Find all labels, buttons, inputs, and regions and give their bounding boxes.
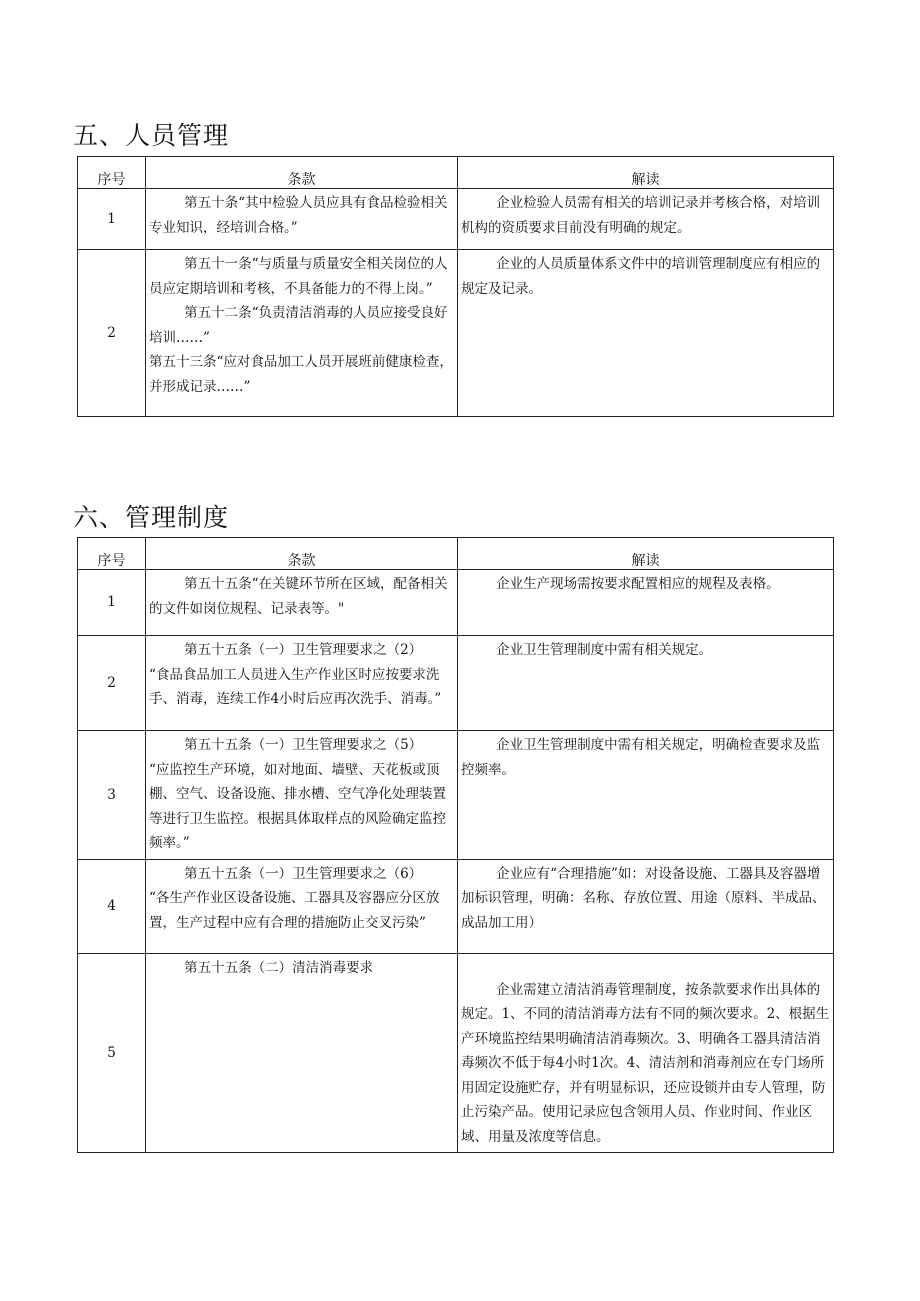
clause-cell	[146, 189, 458, 250]
interpretation-text: 企业卫生管理制度中需有相关规定。	[496, 642, 713, 658]
clause-cell	[146, 859, 458, 953]
header-interpretation: 解读	[458, 538, 834, 570]
table-header-row	[78, 538, 834, 570]
interpretation-cell	[458, 731, 834, 860]
clause-cell	[146, 636, 458, 731]
table-row	[78, 636, 834, 731]
row-number: 2	[78, 250, 146, 417]
clause-text: 第五十五条（一）卫生管理要求之（6）	[184, 865, 423, 882]
interpretation-text: 企业卫生管理制度中需有相关规定，明确检查要求及监控频率。	[461, 737, 821, 778]
interpretation-cell	[458, 250, 834, 417]
header-interpretation: 解读	[458, 157, 834, 189]
section-title-management-system: 六、管理制度	[73, 503, 230, 532]
clause-cell	[146, 731, 458, 860]
clause-cell	[146, 250, 458, 417]
clause-text: 第五十二条“负责清洁消毒的人员应接受良好培训……”	[149, 305, 448, 346]
clause-text: 第五十条“其中检验人员应具有食品检验相关专业知识，经培训合格。”	[149, 195, 448, 236]
clause-text: 第五十五条（一）卫生管理要求之（2）	[184, 642, 423, 658]
interpretation-cell	[458, 189, 834, 250]
clause-text: 第五十五条“在关键环节所在区域，配备相关的文件如岗位规程、记录表等。"	[149, 576, 448, 617]
row-number: 2	[78, 636, 146, 731]
interpretation-text: 企业生产现场需按要求配置相应的规程及表格。	[496, 576, 780, 592]
management-system-table	[77, 537, 834, 1153]
interpretation-text: 企业应有“合理措施”如：对设备设施、工器具及容器增加标识管理，明确：名称、存放位置、用途（原料、半成品、成品加工用）	[461, 865, 826, 931]
row-number: 1	[78, 189, 146, 250]
header-no: 序号	[78, 538, 146, 570]
clause-text: 第五十三条“应对食品加工人员开展班前健康检查，并形成记录……”	[149, 354, 453, 395]
personnel-table	[77, 156, 834, 417]
table-header-row	[78, 157, 834, 189]
clause-text: “食品食品加工人员进入生产作业区时应按要求洗手、消毒，连续工作4小时后应再次洗手、消毒。”	[149, 666, 442, 707]
table-row	[78, 250, 834, 417]
table-row	[78, 859, 834, 953]
clause-cell	[146, 570, 458, 636]
row-number: 5	[78, 953, 146, 1153]
table-row	[78, 189, 834, 250]
interpretation-text: 企业的人员质量体系文件中的培训管理制度应有相应的规定及记录。	[461, 256, 821, 297]
interpretation-cell	[458, 570, 834, 636]
clause-text: 第五十一条“与质量与质量安全相关岗位的人员应定期培训和考核，不具备能力的不得上岗。”	[149, 256, 448, 297]
interpretation-text: 企业需建立清洁消毒管理制度，按条款要求作出具体的规定。1、不同的清洁消毒方法有不同的频次要求。2、根据生产环境监控结果明确清洁消毒频次。3、明确各工器具清洁消毒频次不低于每4小时1次。4、清洁剂和消毒剂应在专门场所用固定设施贮存，并有明显标识，还应设锁并由专人管理，防止污染产品。使用记录应包含领用人员、作业时间、作业区域、用量及浓度等信息。	[461, 981, 830, 1145]
table-row	[78, 570, 834, 636]
header-clause: 条款	[146, 538, 458, 570]
row-number: 4	[78, 859, 146, 953]
interpretation-cell	[458, 636, 834, 731]
row-number: 3	[78, 731, 146, 860]
interpretation-text: 企业检验人员需有相关的培训记录并考核合格，对培训机构的资质要求目前没有明确的规定。	[461, 195, 821, 236]
clause-text: 第五十五条（一）卫生管理要求之（5）	[184, 737, 423, 753]
clause-text: “各生产作业区设备设施、工器具及容器应分区放置，生产过程中应有合理的措施防止交叉污染”	[149, 890, 440, 931]
section-title-personnel: 五、人员管理	[73, 121, 230, 150]
table-row	[78, 953, 834, 1153]
interpretation-cell	[458, 953, 834, 1153]
clause-text: 第五十五条（二）清洁消毒要求	[184, 959, 374, 976]
clause-cell	[146, 953, 458, 1153]
row-number: 1	[78, 570, 146, 636]
table-row	[78, 731, 834, 860]
clause-text: “应监控生产环境，如对地面、墙壁、天花板或顶棚、空气、设备设施、排水槽、空气净化处理装置等进行卫生监控。根据具体取样点的风险确定监控频率。”	[149, 761, 446, 851]
header-clause: 条款	[146, 157, 458, 189]
header-no: 序号	[78, 157, 146, 189]
interpretation-cell	[458, 859, 834, 953]
